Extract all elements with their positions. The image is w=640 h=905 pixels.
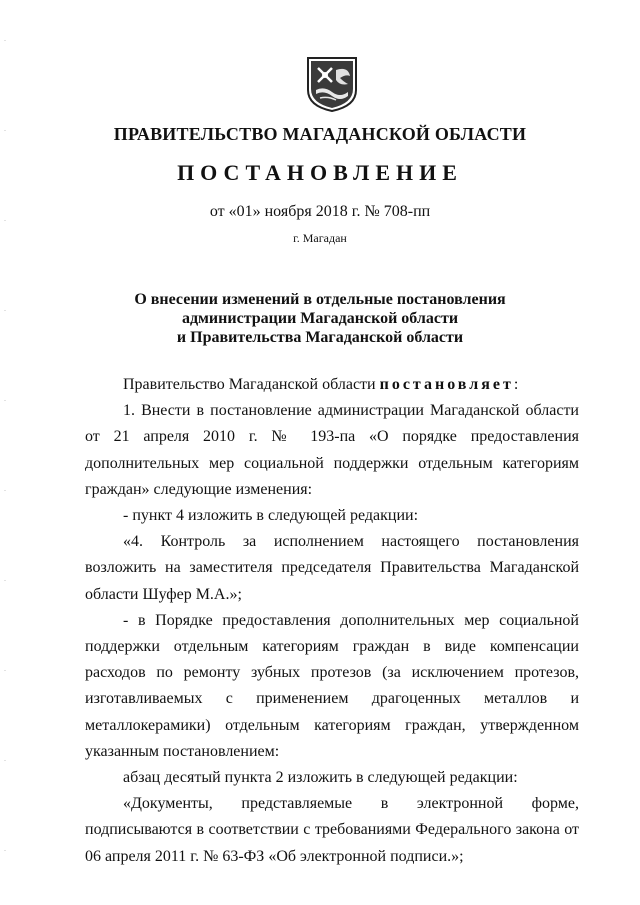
- coat-of-arms-icon: [306, 56, 358, 112]
- intro-colon: :: [513, 376, 519, 393]
- government-title: ПРАВИТЕЛЬСТВО МАГАДАНСКОЙ ОБЛАСТИ: [113, 124, 527, 144]
- body-paragraph: 1. Внести в постановление администрации Магаданской области от 21 апреля 2010 г. № 193-па «О порядке предоставления дополнительных мер социальной поддержки отдельным категориям граждан» следующие изменения:: [85, 402, 579, 498]
- body-paragraph: «Документы, представляемые в электронной форме, подписываются в соответствии с требованиями Федерального закона от 06 апреля 2011 г. № 63-ФЗ «Об электронной подписи.»;: [85, 795, 579, 865]
- document-body: [85, 372, 579, 870]
- subject-line: О внесении изменений в отдельные постановления: [134, 291, 506, 308]
- document-type-title: ПОСТАНОВЛЕНИЕ: [177, 160, 463, 185]
- document-city: г. Магадан: [293, 231, 347, 245]
- body-paragraph: - в Порядке предоставления дополнительных мер социальной поддержки отдельным категориям граждан в виде компенсации расходов по ремонту зубных протезов (за исключением протезов, изготавливаемых с применением драгоценных металлов и металлокерамики) отдельным категориям граждан, утвержденном указанным постановлением:: [85, 611, 579, 760]
- document-date-number: от «01» ноября 2018 г. № 708-пп: [209, 203, 431, 220]
- body-paragraph: «4. Контроль за исполнением настоящего постановления возложить на заместителя председателя Правительства Магаданской области Шуфер М.А.»;: [85, 533, 579, 603]
- intro-prefix: Правительство Магаданской области: [123, 376, 380, 393]
- intro-paragraph: [85, 372, 579, 398]
- body-paragraph: - пункт 4 изложить в следующей редакции:: [123, 507, 419, 525]
- subject-line: и Правительства Магаданской области: [176, 329, 464, 346]
- body-paragraph: абзац десятый пункта 2 изложить в следующей редакции:: [123, 769, 518, 787]
- subject-line: администрации Магаданской области: [181, 310, 459, 327]
- resolves-word: постановляет: [379, 376, 514, 393]
- document-subject: [0, 290, 640, 347]
